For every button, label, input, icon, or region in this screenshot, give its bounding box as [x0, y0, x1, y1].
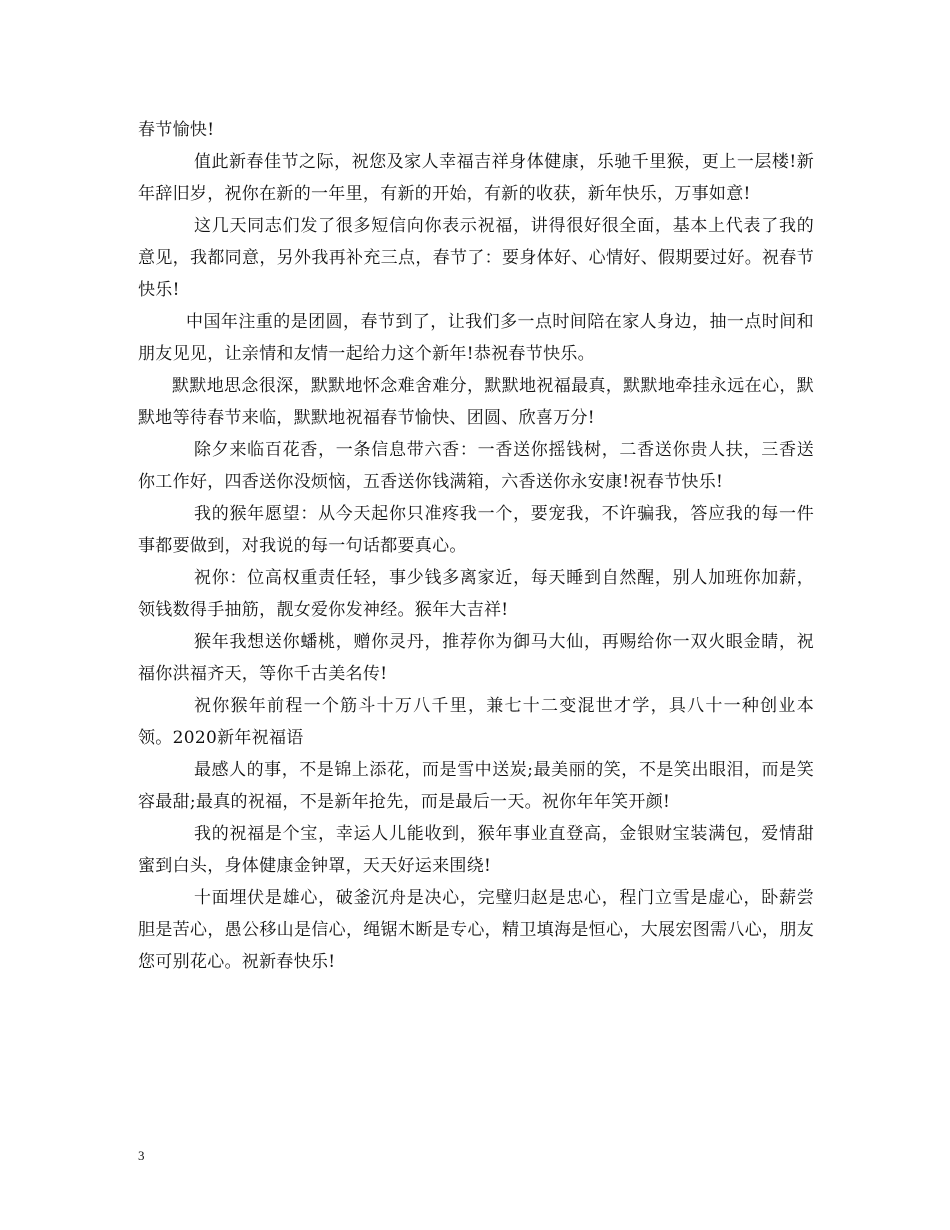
paragraph-monkey-year-wish: 我的猴年愿望：从今天起你只准疼我一个，要宠我，不许骗我，答应我的每一件事都要做到，对我说的每一句话都要真心。 [138, 504, 814, 556]
paragraph-peach-gift: 猴年我想送你蟠桃，赠你灵丹，推荐你为御马大仙，再赐给你一双火眼金睛，祝福你洪福齐天，等你千古美名传! [138, 632, 814, 684]
paragraph-treasure-wish: 我的祝福是个宝，幸运人儿能收到，猴年事业直登高，金银财宝装满包，爱情甜蜜到白头，身体健康金钟罩，天天好运来围绕! [138, 824, 814, 876]
document-body [138, 114, 814, 978]
paragraph-most-touching: 最感人的事，不是锦上添花，而是雪中送炭;最美丽的笑，不是笑出眼泪，而是笑容最甜;最真的祝福，不是新年抢先，而是最后一天。祝你年年笑开颜! [138, 760, 814, 812]
paragraph-somersault: 祝你猴年前程一个筋斗十万八千里，兼七十二变混世才学，具八十一种创业本领。2020新年祝福语 [138, 696, 814, 748]
paragraph-reunion: 中国年注重的是团圆，春节到了，让我们多一点时间陪在家人身边，抽一点时间和朋友见见，让亲情和友情一起给力这个新年!恭祝春节快乐。 [138, 312, 814, 364]
paragraph-comrades-messages: 这几天同志们发了很多短信向你表示祝福，讲得很好很全面，基本上代表了我的意见，我都同意，另外我再补充三点，春节了：要身体好、心情好、假期要过好。祝春节快乐! [138, 216, 814, 300]
paragraph-promotion-wish: 祝你：位高权重责任轻，事少钱多离家近，每天睡到自然醒，别人加班你加薪，领钱数得手抽筋，靓女爱你发神经。猴年大吉祥! [138, 568, 814, 620]
paragraph-continuation: 春节愉快! [138, 120, 215, 140]
paragraph-six-fragrances: 除夕来临百花香，一条信息带六香：一香送你摇钱树，二香送你贵人扶，三香送你工作好，四香送你没烦恼，五香送你钱满箱，六香送你永安康!祝春节快乐! [138, 440, 814, 492]
paragraph-silent-wishes: 默默地思念很深，默默地怀念难舍难分，默默地祝福最真，默默地牵挂永远在心，默默地等待春节来临，默默地祝福春节愉快、团圆、欣喜万分! [138, 376, 814, 428]
page-number: 3 [138, 1148, 145, 1163]
paragraph-new-year-wishes: 值此新春佳节之际，祝您及家人幸福吉祥身体健康，乐驰千里猴，更上一层楼!新年辞旧岁，祝你在新的一年里，有新的开始，有新的收获，新年快乐，万事如意! [138, 152, 814, 204]
paragraph-eight-hearts: 十面埋伏是雄心，破釜沉舟是决心，完璧归赵是忠心，程门立雪是虚心，卧薪尝胆是苦心，愚公移山是信心，绳锯木断是专心，精卫填海是恒心，大展宏图需八心，朋友您可别花心。祝新春快乐! [138, 888, 814, 972]
